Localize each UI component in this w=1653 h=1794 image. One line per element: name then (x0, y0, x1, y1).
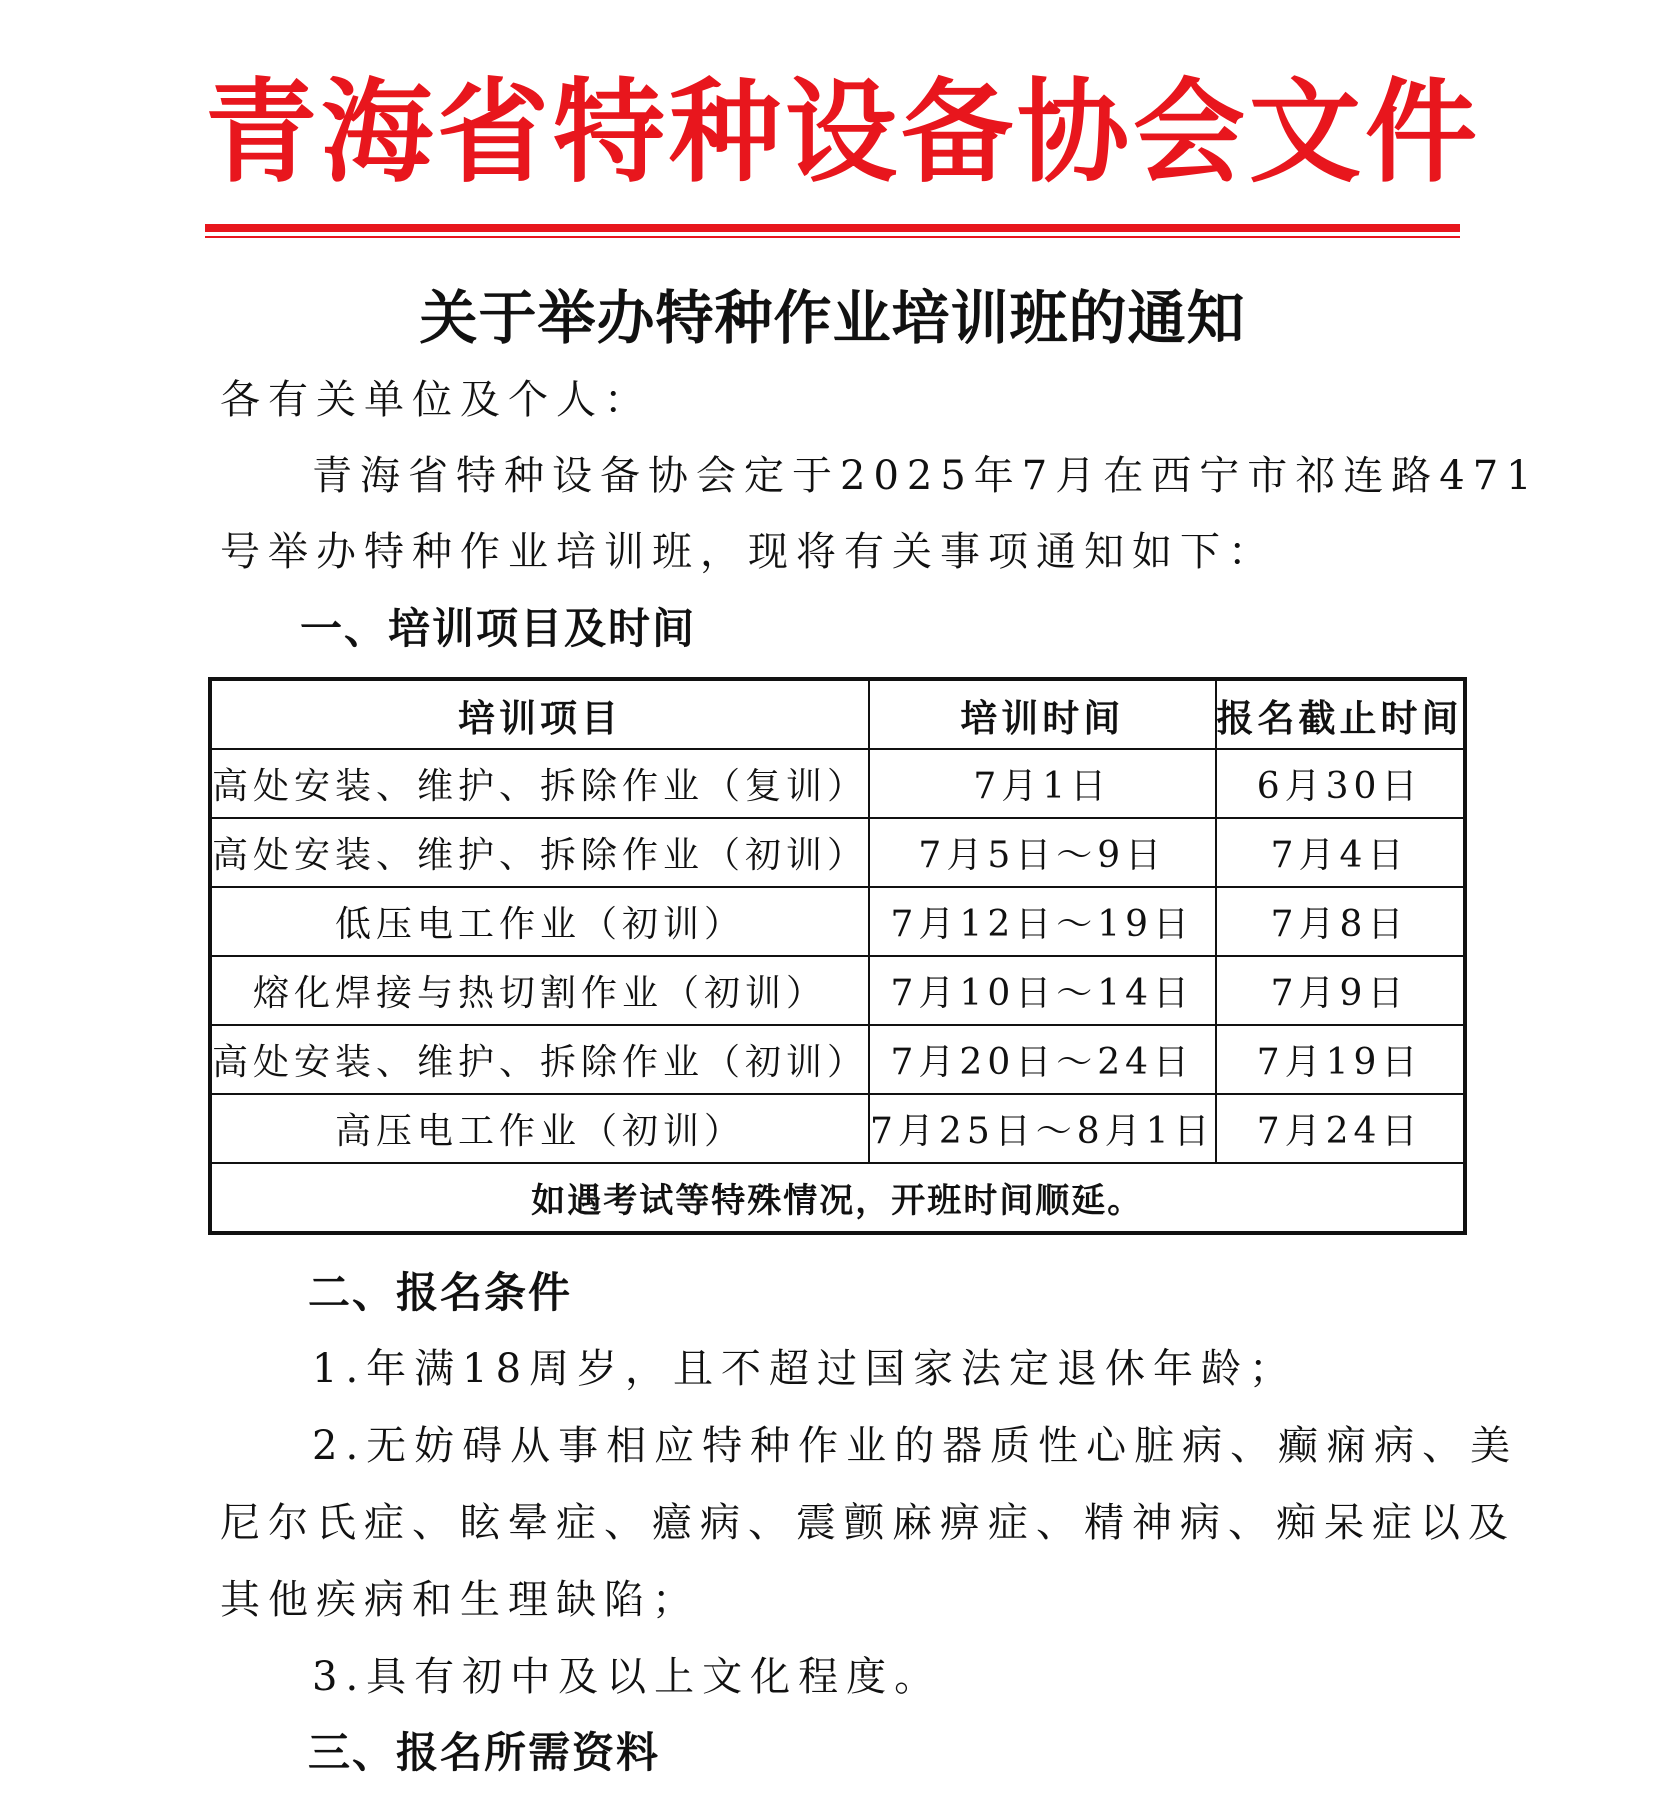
table-note: 如遇考试等特殊情况，开班时间顺延。 (210, 1163, 1465, 1233)
table-row (210, 1025, 1465, 1094)
red-divider (205, 224, 1460, 232)
table-header-row (210, 679, 1465, 749)
table-row (210, 1094, 1465, 1163)
org-header-title: 青海省特种设备协会文件 (205, 68, 1481, 198)
condition-item-1: 1.年满18周岁，且不超过国家法定退休年龄； (312, 1346, 1298, 1392)
cell-deadline: 7月4日 (1216, 818, 1465, 887)
cell-time: 7月5日～9日 (869, 818, 1216, 887)
condition-item-2-line-3: 其他疾病和生理缺陷； (220, 1577, 700, 1623)
cell-project: 高处安装、维护、拆除作业（复训） (210, 749, 869, 818)
notice-title: 关于举办特种作业培训班的通知 (419, 284, 1246, 352)
cell-project: 熔化焊接与热切割作业（初训） (210, 956, 869, 1025)
table-row (210, 956, 1465, 1025)
cell-deadline: 6月30日 (1216, 749, 1465, 818)
table-row (210, 749, 1465, 818)
cell-project: 低压电工作业（初训） (210, 887, 869, 956)
table-note-row (210, 1163, 1465, 1233)
intro-line-2: 号举办特种作业培训班，现将有关事项通知如下： (220, 529, 1276, 575)
cell-deadline: 7月24日 (1216, 1094, 1465, 1163)
section3-heading: 三、报名所需资料 (308, 1728, 661, 1777)
cell-deadline: 7月9日 (1216, 956, 1465, 1025)
cell-project: 高处安装、维护、拆除作业（初训） (210, 1025, 869, 1094)
cell-deadline: 7月19日 (1216, 1025, 1465, 1094)
training-schedule-table (208, 677, 1467, 1235)
cell-time: 7月1日 (869, 749, 1216, 818)
cell-time: 7月20日～24日 (869, 1025, 1216, 1094)
section1-heading: 一、培训项目及时间 (300, 604, 697, 653)
header-deadline: 报名截止时间 (1216, 679, 1465, 749)
cell-project: 高处安装、维护、拆除作业（初训） (210, 818, 869, 887)
cell-project: 高压电工作业（初训） (210, 1094, 869, 1163)
condition-item-2-line-2: 尼尔氏症、眩晕症、癔病、震颤麻痹症、精神病、痴呆症以及 (220, 1500, 1516, 1546)
header-project: 培训项目 (210, 679, 869, 749)
cell-deadline: 7月8日 (1216, 887, 1465, 956)
table-row (210, 887, 1465, 956)
cell-time: 7月12日～19日 (869, 887, 1216, 956)
condition-item-3: 3.具有初中及以上文化程度。 (312, 1654, 943, 1700)
cell-time: 7月25日～8月1日 (869, 1094, 1216, 1163)
section2-heading: 二、报名条件 (308, 1268, 573, 1317)
header-time: 培训时间 (869, 679, 1216, 749)
red-divider-thin (205, 236, 1460, 238)
table-row (210, 818, 1465, 887)
intro-line-1: 青海省特种设备协会定于2025年7月在西宁市祁连路471 (312, 453, 1540, 499)
condition-item-2-line-1: 2.无妨碍从事相应特种作业的器质性心脏病、癫痫病、美 (312, 1423, 1519, 1469)
cell-time: 7月10日～14日 (869, 956, 1216, 1025)
salutation: 各有关单位及个人： (220, 377, 652, 423)
